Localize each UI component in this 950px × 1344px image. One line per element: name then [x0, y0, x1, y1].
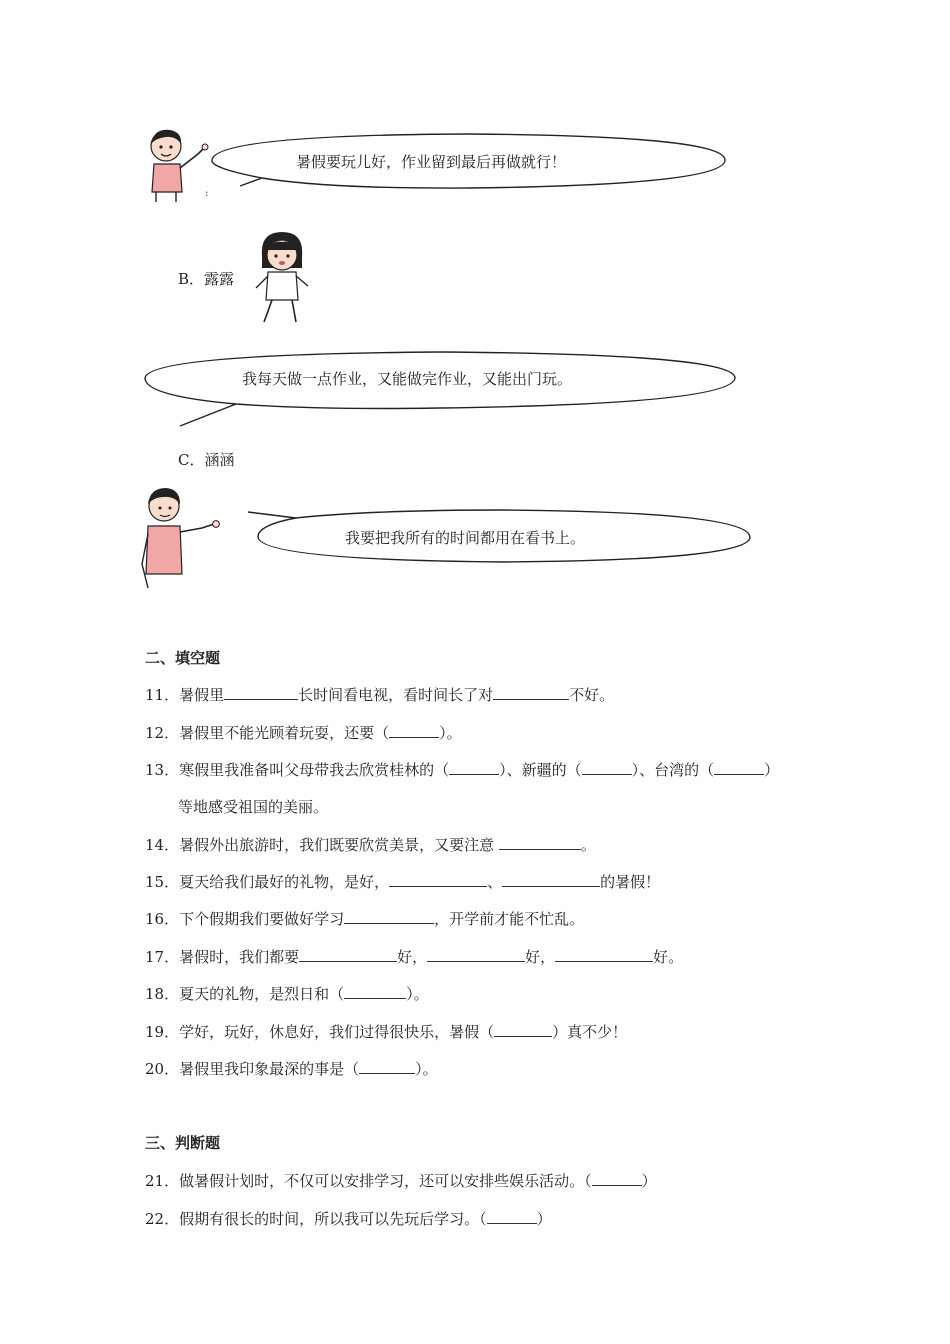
question-13-text-2: ）、新疆的（	[499, 761, 582, 779]
question-21-text-2: ）	[641, 1172, 657, 1190]
question-17-text-1: 暑假时，我们都要	[179, 948, 300, 966]
question-18-text-2: ）。	[406, 985, 429, 1003]
speech-bubble-b-text: 我每天做一点作业，又能做完作业，又能出门玩。	[242, 370, 573, 388]
question-17-blank-3[interactable]	[555, 947, 653, 962]
question-21-text-1: 做暑假计划时，不仅可以安排学习，还可以安排些娱乐活动。（	[179, 1172, 592, 1190]
question-15-text-2: 、	[487, 873, 503, 891]
section-3-title: 三、判断题	[145, 1134, 221, 1152]
question-22-blank[interactable]	[487, 1209, 537, 1224]
question-13	[145, 759, 779, 780]
question-13-blank-3[interactable]	[714, 760, 764, 775]
question-11-text-2: 长时间看电视，看时间长了对	[298, 686, 494, 704]
question-13-text-3: ）、台湾的（	[631, 761, 715, 779]
question-13-line-2: 等地感受祖国的美丽。	[178, 798, 329, 816]
question-15-blank-2[interactable]	[502, 872, 600, 887]
question-21-number: 21．	[145, 1172, 180, 1190]
question-20-number: 20．	[145, 1060, 180, 1078]
question-19-text-2: ）真不少！	[552, 1023, 628, 1041]
question-14-number: 14．	[145, 836, 180, 854]
question-21-blank[interactable]	[592, 1171, 642, 1186]
question-15-text-3: 的暑假！	[600, 873, 661, 891]
question-18	[145, 983, 429, 1004]
question-20	[145, 1058, 438, 1079]
question-11-blank-2[interactable]	[493, 685, 569, 700]
question-18-text-1: 夏天的礼物，是烈日和（	[179, 985, 345, 1003]
question-11-number: 11．	[145, 686, 180, 704]
question-17-text-3: 好，	[525, 948, 556, 966]
girl-lulu-illustration	[250, 228, 320, 328]
question-11-text-3: 不好。	[569, 686, 615, 704]
question-12-text-2: ）。	[439, 724, 462, 742]
question-16-text-1: 下个假期我们要做好学习	[179, 910, 345, 928]
question-13-number: 13．	[145, 761, 180, 779]
question-17	[145, 946, 683, 967]
question-19-text-1: 学好，玩好，休息好，我们过得很快乐，暑假（	[179, 1023, 495, 1041]
question-15	[145, 871, 660, 892]
stray-mark: :	[205, 188, 209, 199]
question-20-blank[interactable]	[359, 1059, 415, 1074]
question-20-text-1: 暑假里我印象最深的事是（	[179, 1060, 360, 1078]
question-14-text-1: 暑假外出旅游时，我们既要欣赏美景，又要注意	[179, 836, 499, 854]
question-22	[145, 1208, 552, 1229]
question-17-text-4: 好。	[653, 948, 684, 966]
question-15-number: 15．	[145, 873, 180, 891]
question-13-blank-2[interactable]	[582, 760, 632, 775]
question-13-blank-1[interactable]	[449, 760, 499, 775]
question-12-number: 12．	[145, 724, 180, 742]
speech-bubble-c-text: 我要把我所有的时间都用在看书上。	[345, 529, 586, 547]
question-18-blank[interactable]	[344, 984, 406, 999]
question-14	[145, 834, 596, 855]
question-22-text-2: ）	[536, 1210, 552, 1228]
question-12-text-1: 暑假里不能光顾着玩耍，还要（	[179, 724, 390, 742]
question-13-text-4: ）	[764, 761, 780, 779]
question-16-text-2: ，开学前才能不忙乱。	[434, 910, 585, 928]
question-11	[145, 684, 614, 705]
question-19-blank[interactable]	[494, 1022, 552, 1037]
question-19	[145, 1021, 627, 1042]
question-11-text-1: 暑假里	[179, 686, 225, 704]
question-14-text-2: 。	[580, 836, 596, 854]
question-17-text-2: 好，	[397, 948, 428, 966]
question-17-blank-2[interactable]	[427, 947, 525, 962]
speech-bubble-a-text: 暑假要玩儿好，作业留到最后再做就行！	[296, 153, 567, 171]
question-13-text-1: 寒假里我准备叫父母带我去欣赏桂林的（	[179, 761, 450, 779]
question-16	[145, 908, 584, 929]
question-15-blank-1[interactable]	[389, 872, 487, 887]
question-12	[145, 722, 462, 743]
option-b-label: B．露露	[178, 270, 235, 288]
question-16-blank[interactable]	[344, 909, 434, 924]
question-17-blank-1[interactable]	[299, 947, 397, 962]
boy-hanhan-illustration	[138, 484, 228, 596]
question-21	[145, 1170, 657, 1191]
question-16-number: 16．	[145, 910, 180, 928]
option-c-label: C．涵涵	[178, 451, 235, 469]
section-2-title: 二、填空题	[145, 649, 221, 667]
question-18-number: 18．	[145, 985, 180, 1003]
question-17-number: 17．	[145, 948, 180, 966]
question-22-text-1: 假期有很长的时间，所以我可以先玩后学习。（	[179, 1210, 487, 1228]
question-20-text-2: ）。	[415, 1060, 438, 1078]
question-15-text-1: 夏天给我们最好的礼物，是好，	[179, 873, 390, 891]
question-22-number: 22．	[145, 1210, 180, 1228]
question-12-blank[interactable]	[389, 723, 439, 738]
question-14-blank[interactable]	[499, 835, 581, 850]
question-19-number: 19．	[145, 1023, 180, 1041]
question-11-blank-1[interactable]	[224, 685, 298, 700]
